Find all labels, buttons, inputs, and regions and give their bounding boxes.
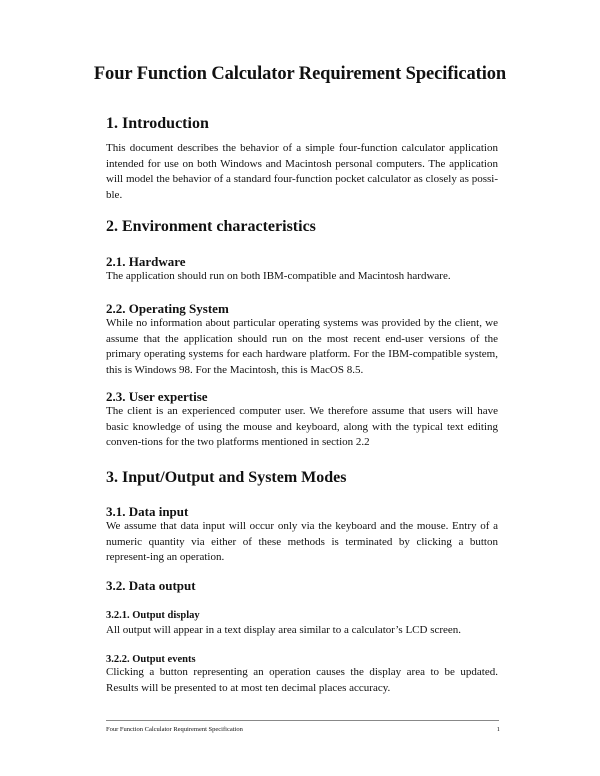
subsection-heading-user-expertise: 2.3. User expertise <box>106 389 208 404</box>
introduction-paragraph: This document describes the behavior of a simple four-function calculator application intended for use on both Windows and Macintosh personal computers. The application will model the behavior of a standard four-function pocket calculator as closely as possi-ble. <box>106 142 498 201</box>
subsubsection-heading-output-events: 3.2.2. Output events <box>106 654 196 665</box>
operating-system-paragraph: While no information about particular operating systems was provided by the client, we assume that the application should run on the most recent end-user versions of the primary operating systems for each hardware platform. For the IBM-compatible system, this is Windows 98. For the Macintosh, this is MacOS 8.5. <box>106 317 498 376</box>
section-heading-environment: 2. Environment characteristics <box>106 218 316 235</box>
footer-divider <box>106 720 499 721</box>
data-input-paragraph: We assume that data input will occur only via the keyboard and the mouse. Entry of a numeric quantity via either of these methods is terminated by clicking a button represent-ing an operation. <box>106 520 498 563</box>
output-display-paragraph: All output will appear in a text display area similar to a calculator’s LCD screen. <box>106 624 462 636</box>
subsection-heading-operating-system: 2.2. Operating System <box>106 301 229 316</box>
hardware-paragraph: The application should run on both IBM-compatible and Macintosh hardware. <box>106 270 451 282</box>
footer-page-number: 1 <box>496 726 500 733</box>
section-heading-introduction: 1. Introduction <box>106 115 209 132</box>
subsubsection-heading-output-display: 3.2.1. Output display <box>106 610 200 621</box>
section-heading-input-output: 3. Input/Output and System Modes <box>106 469 347 486</box>
user-expertise-paragraph: The client is an experienced computer user. We therefore assume that users will have basic knowledge of using the mouse and keyboard, along with the typical text editing conven-tions for the two platforms mentioned in section 2.2 <box>106 405 498 448</box>
subsection-heading-data-output: 3.2. Data output <box>106 578 196 593</box>
subsection-heading-hardware: 2.1. Hardware <box>106 254 186 269</box>
document-title: Four Function Calculator Requirement Specification <box>93 64 507 84</box>
output-events-paragraph: Clicking a button representing an operation causes the display area to be updated. Results will be presented to at most ten decimal places accuracy. <box>106 666 498 694</box>
subsection-heading-data-input: 3.1. Data input <box>106 504 189 519</box>
footer-document-title: Four Function Calculator Requirement Specification <box>106 726 243 733</box>
